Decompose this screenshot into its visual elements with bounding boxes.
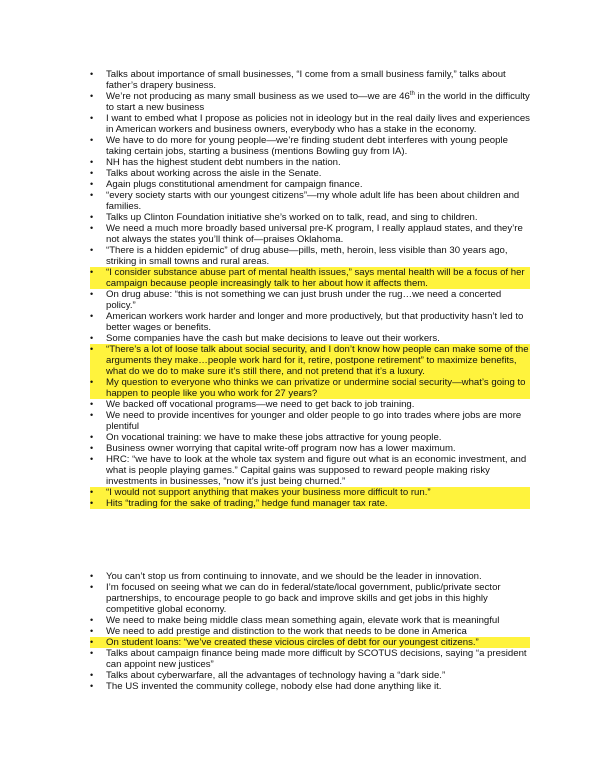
bullet-icon: • — [90, 289, 94, 299]
list-item — [90, 410, 530, 432]
list-item-text: “There is a hidden epidemic” of drug abuse—pills, meth, heroin, less visible than 30 years ago, striking in small towns and rural areas. — [106, 245, 508, 267]
bullet-icon: • — [90, 377, 94, 387]
bullet-icon: • — [90, 443, 94, 453]
ordinal-suffix: th — [409, 90, 415, 97]
highlighted-list-item — [90, 498, 530, 509]
list-item — [90, 681, 530, 692]
list-item-text: Again plugs constitutional amendment for campaign finance. — [106, 179, 363, 190]
bullet-icon: • — [90, 399, 94, 409]
list-item-text: We backed off vocational programs—we need to get back to job training. — [106, 399, 415, 410]
list-item-text: On vocational training: we have to make these jobs attractive for young people. — [106, 432, 442, 443]
list-item-text: I want to embed what I propose as policies not in ideology but in the real daily lives and experiences in American workers and business owners, everybody who has a stake in the economy. — [106, 113, 530, 135]
list-item-text: “every society starts with our youngest citizens”—my whole adult life has been about children and families. — [106, 190, 520, 212]
highlighted-list-item — [90, 377, 530, 399]
list-item — [90, 179, 530, 190]
bullet-icon: • — [90, 135, 94, 145]
list-item — [90, 648, 530, 670]
list-item-text: Talks about working across the aisle in the Senate. — [106, 168, 322, 179]
bullet-icon: • — [90, 190, 94, 200]
bullet-icon: • — [90, 498, 94, 508]
bullet-icon: • — [90, 267, 94, 277]
list-item-text: We need to add prestige and distinction to the work that needs to be done in America — [106, 626, 467, 637]
list-item-text: We have to do more for young people—we’re finding student debt interferes with young people taking certain jobs, starting a business (mentions Bowling guy from IA). — [106, 135, 508, 157]
list-item — [90, 157, 530, 168]
bullet-icon: • — [90, 582, 94, 592]
list-item-text: You can’t stop us from continuing to innovate, and we should be the leader in innovation. — [106, 571, 482, 582]
bullet-icon: • — [90, 681, 94, 691]
bullet-icon: • — [90, 571, 94, 581]
list-item-text: NH has the highest student debt numbers in the nation. — [106, 157, 341, 168]
notes-list-section-1 — [90, 69, 530, 509]
list-item-text: American workers work harder and longer and more productively, but that productivity hasn’t led to better wages or benefits. — [106, 311, 524, 333]
bullet-icon: • — [90, 113, 94, 123]
list-item-text: We need a much more broadly based universal pre-K program, I really applaud states, and they’re not always the states you’ll think of—praises Oklahoma. — [106, 223, 523, 245]
list-item-text: On drug abuse: “this is not something we can just brush under the rug…we need a concerted policy.” — [106, 289, 502, 311]
list-item-text: Talks about cyberwarfare, all the advantages of technology having a “dark side.” — [106, 670, 446, 681]
list-item — [90, 615, 530, 626]
bullet-icon: • — [90, 245, 94, 255]
text-segment: We’re not producing as many small business as we used to—we are 46 — [106, 91, 410, 102]
list-item — [90, 571, 530, 582]
list-item — [90, 443, 530, 454]
list-item — [90, 69, 530, 91]
list-item-text: “I would not support anything that makes your business more difficult to run.” — [106, 487, 431, 498]
bullet-icon: • — [90, 615, 94, 625]
list-item — [90, 311, 530, 333]
list-item — [90, 113, 530, 135]
list-item — [90, 190, 530, 212]
list-item-text: “There’s a lot of loose talk about social security, and I don’t know how people can make some of the arguments they make…people work hard for it, retire, postpone retirement” to maximize benefits, what do we do to make sure it’s still there, and not pretend that it’s a luxury. — [106, 344, 529, 377]
list-item — [90, 626, 530, 637]
highlighted-list-item — [90, 637, 530, 648]
bullet-icon: • — [90, 454, 94, 464]
list-item-text: Talks up Clinton Foundation initiative she’s worked on to talk, read, and sing to children. — [106, 212, 478, 223]
list-item — [90, 245, 530, 267]
bullet-icon: • — [90, 168, 94, 178]
list-item-text: My question to everyone who thinks we can privatize or undermine social security—what’s going to happen to people like you who work for 27 years? — [106, 377, 526, 399]
highlighted-list-item — [90, 487, 530, 498]
bullet-icon: • — [90, 344, 94, 354]
list-item — [90, 432, 530, 443]
bullet-icon: • — [90, 311, 94, 321]
list-item-text: Hits “trading for the sake of trading,” hedge fund manager tax rate. — [106, 498, 388, 509]
bullet-icon: • — [90, 637, 94, 647]
list-item-text: Some companies have the cash but make decisions to leave out their workers. — [106, 333, 440, 344]
bullet-icon: • — [90, 648, 94, 658]
bullet-icon: • — [90, 157, 94, 167]
list-item-text: We need to make being middle class mean something again, elevate work that is meaningful — [106, 615, 500, 626]
bullet-icon: • — [90, 223, 94, 233]
list-item — [90, 168, 530, 179]
list-item-text: We need to provide incentives for younger and older people to go into trades where jobs are more plentiful — [106, 410, 522, 432]
list-item — [90, 289, 530, 311]
list-item — [90, 399, 530, 410]
bullet-icon: • — [90, 432, 94, 442]
bullet-icon: • — [90, 91, 94, 101]
bullet-icon: • — [90, 69, 94, 79]
bullet-icon: • — [90, 410, 94, 420]
bullet-icon: • — [90, 179, 94, 189]
bullet-icon: • — [90, 487, 94, 497]
list-item-text: I’m focused on seeing what we can do in federal/state/local government, public/private sector partnerships, to encourage people to go back and improve skills and get jobs in this highly competitive global economy. — [106, 582, 501, 615]
list-item — [90, 135, 530, 157]
list-item-text: “I consider substance abuse part of mental health issues,” says mental health will be a focus of her campaign because people increasingly talk to her about how it affects them. — [106, 267, 525, 289]
list-item-text: Business owner worrying that capital write-off program now has a lower maximum. — [106, 443, 456, 454]
highlighted-list-item — [90, 267, 530, 289]
list-item — [90, 582, 530, 615]
list-item-text: Talks about importance of small businesses, “I come from a small business family,” talks about father’s drapery business. — [106, 69, 506, 91]
list-item — [90, 212, 530, 223]
list-item — [90, 91, 530, 113]
bullet-icon: • — [90, 670, 94, 680]
list-item-text — [106, 91, 530, 113]
list-item — [90, 670, 530, 681]
list-item — [90, 333, 530, 344]
list-item-text: Talks about campaign finance being made more difficult by SCOTUS decisions, saying “a president can appoint new justices” — [106, 648, 527, 670]
list-item-text: HRC: “we have to look at the whole tax system and figure out what is an economic investment, and what is people playing games.” Capital gains was supposed to reward people making risky investments in businesses, “now it’s just being churned.” — [106, 454, 527, 487]
highlighted-list-item — [90, 344, 530, 377]
bullet-icon: • — [90, 333, 94, 343]
notes-list-section-2 — [90, 571, 530, 692]
list-item — [90, 454, 530, 487]
list-item-text: On student loans: “we’ve created these vicious circles of debt for our youngest citizens.” — [106, 637, 479, 648]
text-segment: in the world in the difficulty to start a new business — [106, 91, 530, 113]
bullet-icon: • — [90, 212, 94, 222]
list-item — [90, 223, 530, 245]
bullet-icon: • — [90, 626, 94, 636]
list-item-text: The US invented the community college, nobody else had done anything like it. — [106, 681, 442, 692]
